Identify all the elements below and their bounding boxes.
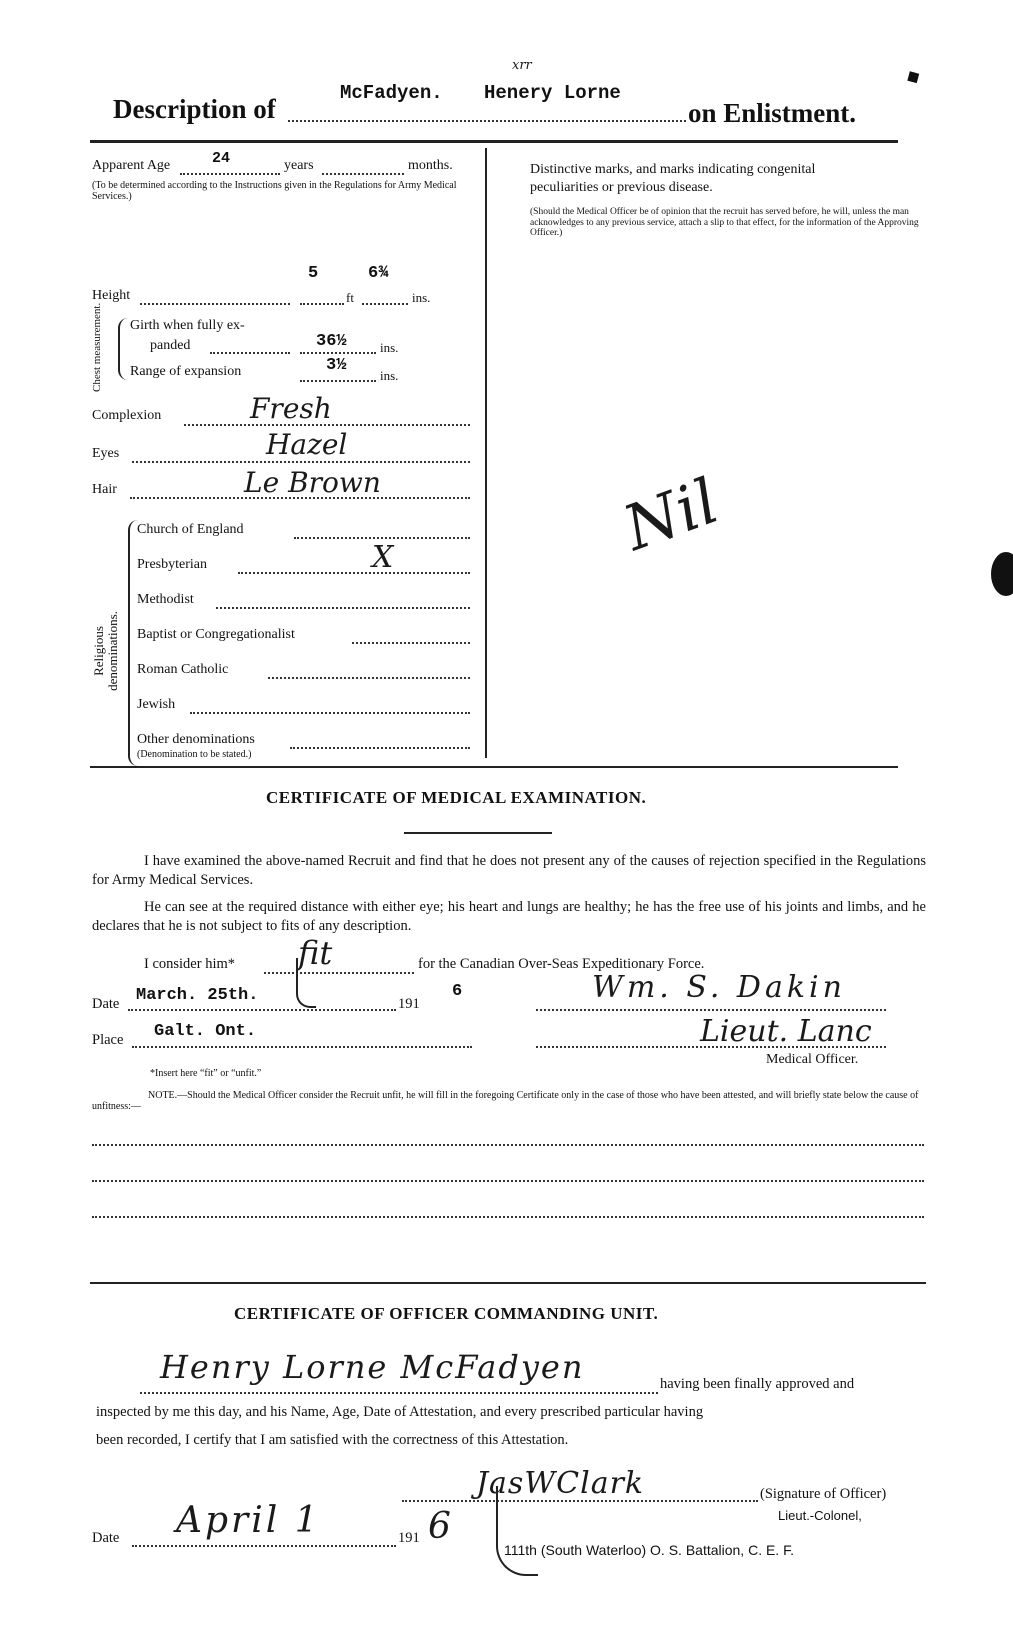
religion-item: Presbyterian xyxy=(137,557,207,572)
given-names: Henery Lorne xyxy=(484,82,621,104)
medical-title: CERTIFICATE OF MEDICAL EXAMINATION. xyxy=(266,788,647,807)
complexion-label: Complexion xyxy=(92,408,162,423)
handwritten-insert: xrr xyxy=(512,58,532,73)
co-signature-label: (Signature of Officer) xyxy=(760,1486,887,1502)
height-in-value: 6¾ xyxy=(368,264,389,283)
height-ins-label: ins. xyxy=(412,290,431,305)
eyes-value: Hazel xyxy=(266,428,348,461)
med-signature-line xyxy=(536,1009,886,1011)
unfit-line xyxy=(92,1216,924,1218)
co-date-line xyxy=(132,1545,396,1547)
age-value: 24 xyxy=(212,150,231,167)
unfit-line xyxy=(92,1144,924,1146)
religion-group-label-1: Religious xyxy=(91,626,106,676)
eyes-label: Eyes xyxy=(92,446,120,461)
religion-line xyxy=(290,747,470,749)
section-rule xyxy=(90,1282,926,1284)
religion-line xyxy=(216,607,470,609)
religion-item: Church of England xyxy=(137,522,244,537)
consider-suffix: for the Canadian Over-Seas Expeditionary Force. xyxy=(418,956,705,972)
girth-label-1: Girth when fully ex- xyxy=(130,318,245,333)
med-year-prefix: 191 xyxy=(398,996,420,1012)
chest-brace xyxy=(118,318,128,380)
girth-line xyxy=(210,352,290,354)
religion-item: Baptist or Congregationalist xyxy=(137,627,295,642)
co-year-digit: 6 xyxy=(428,1506,451,1547)
column-divider xyxy=(485,148,487,758)
med-rank-line xyxy=(536,1046,886,1048)
range-label: Range of expansion xyxy=(130,364,242,379)
height-label: Height xyxy=(92,288,131,303)
height-ft-value: 5 xyxy=(308,264,319,283)
co-date-label: Date xyxy=(92,1530,120,1546)
chest-label: Chest measurement. xyxy=(91,302,103,392)
punch-hole xyxy=(991,552,1013,596)
co-date-value: April 1 xyxy=(176,1500,321,1541)
ft-line xyxy=(300,303,344,305)
age-note: (To be determined according to the Instructions given in the Regulations for Army Medical Services.) xyxy=(92,180,457,202)
insert-note: *Insert here “fit” or “unfit.” xyxy=(150,1068,262,1079)
religion-line xyxy=(190,712,470,714)
religion-line xyxy=(268,677,470,679)
in-line xyxy=(362,303,408,305)
surname: McFadyen. xyxy=(340,82,443,104)
medical-para-2: He can see at the required distance with either eye; his heart and lungs are healthy; he has the free use of his joints and limbs, and he declares that he is not subject to fits of any description. xyxy=(92,899,926,934)
religion-line xyxy=(238,572,470,574)
rank-stamp: Lieut.-Colonel, xyxy=(778,1508,862,1523)
co-year-prefix: 191 xyxy=(398,1530,420,1546)
medical-para-1: I have examined the above-named Recruit and find that he does not present any of the causes of rejection specified in the Regulations for Army Medical Services. xyxy=(92,853,926,888)
girth-value: 36½ xyxy=(316,332,347,351)
range-ins-label: ins. xyxy=(380,368,399,383)
hair-value: Le Brown xyxy=(244,466,381,499)
marks-value: Nil xyxy=(614,464,728,565)
medical-officer-label: Medical Officer. xyxy=(766,1052,859,1067)
medical-title-rule xyxy=(404,832,552,834)
consider-label: I consider him* xyxy=(144,956,236,972)
religion-other-note: (Denomination to be stated.) xyxy=(137,749,252,760)
co-signature: JasWClark xyxy=(476,1466,645,1501)
med-signature-rank: Lieut. Lanc xyxy=(700,1014,872,1049)
unfit-note: NOTE.—Should the Medical Officer consider the Recruit unfit, he will fill in the foregoing Certificate only in the case of those who have been attested, and will briefly state below the cause of unfitness:— xyxy=(92,1090,919,1112)
commanding-text-1: having been finally approved and xyxy=(660,1376,855,1392)
marks-note: (Should the Medical Officer be of opinion that the recruit has served before, he will, unless the man acknowledges to any previous service, attach a slip to that effect, for the information of the Approving Officer.) xyxy=(530,207,919,238)
religion-item: Other denominations xyxy=(137,732,255,747)
age-label: Apparent Age xyxy=(92,158,171,173)
header-prefix: Description of xyxy=(113,94,276,124)
place-line xyxy=(132,1046,472,1048)
girth-value-line xyxy=(300,352,376,354)
med-signature: Wm. S. Dakin xyxy=(592,970,846,1005)
range-value: 3½ xyxy=(326,356,347,375)
months-label: months. xyxy=(408,158,453,173)
med-date-value: March. 25th. xyxy=(136,986,259,1005)
height-line xyxy=(140,303,290,305)
recruit-name: Henry Lorne McFadyen xyxy=(160,1348,585,1386)
ink-mark-icon: ◆ xyxy=(901,63,924,89)
eyes-line xyxy=(132,461,470,463)
religion-group-label-2: denominations. xyxy=(105,611,120,691)
marks-title-2: peculiarities or previous disease. xyxy=(530,180,713,195)
unfit-line xyxy=(92,1180,924,1182)
place-value: Galt. Ont. xyxy=(154,1022,257,1041)
header-suffix: on Enlistment. xyxy=(688,98,857,128)
med-year-digit: 6 xyxy=(452,982,463,1001)
religion-mark: X xyxy=(372,540,394,575)
hair-label: Hair xyxy=(92,482,117,497)
med-date-line xyxy=(128,1009,396,1011)
religion-line xyxy=(294,537,470,539)
commanding-text-3: been recorded, I certify that I am satisfied with the correctness of this Attestation. xyxy=(96,1432,569,1448)
girth-label-2: panded xyxy=(150,338,191,353)
consider-line xyxy=(264,972,414,974)
fit-value: fit xyxy=(298,934,333,972)
section-rule xyxy=(90,766,898,768)
age-line xyxy=(180,173,280,175)
unit-stamp: 111th (South Waterloo) O. S. Battalion, C. E. F. xyxy=(504,1542,794,1558)
months-line xyxy=(322,173,404,175)
commanding-text-2: inspected by me this day, and his Name, Age, Date of Attestation, and every prescribed particular having xyxy=(96,1404,704,1420)
religion-item: Methodist xyxy=(137,592,194,607)
girth-ins-label: ins. xyxy=(380,340,399,355)
marks-title-1: Distinctive marks, and marks indicating congenital xyxy=(530,162,816,177)
religion-line xyxy=(352,642,470,644)
co-signature-line xyxy=(402,1500,758,1502)
header-fill-line xyxy=(288,120,686,122)
religion-item: Roman Catholic xyxy=(137,662,229,677)
religion-item: Jewish xyxy=(137,697,176,712)
recruit-name-line xyxy=(140,1392,658,1394)
med-date-label: Date xyxy=(92,996,120,1012)
header-rule xyxy=(90,140,898,143)
years-label: years xyxy=(284,158,314,173)
ink-stroke xyxy=(296,958,316,1008)
range-line xyxy=(300,380,376,382)
commanding-title: CERTIFICATE OF OFFICER COMMANDING UNIT. xyxy=(234,1304,659,1323)
ft-label: ft xyxy=(346,290,354,305)
complexion-value: Fresh xyxy=(250,392,332,425)
place-label: Place xyxy=(92,1032,124,1048)
